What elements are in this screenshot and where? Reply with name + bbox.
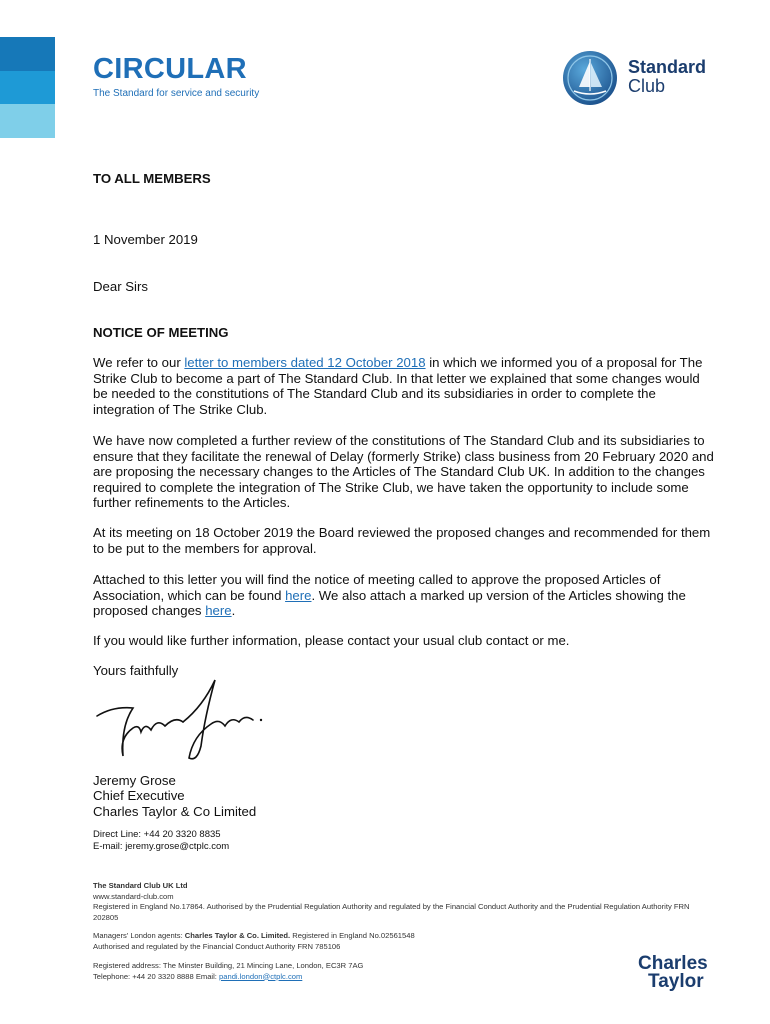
signatory-block [93,773,718,819]
tagline: The Standard for service and security [93,88,260,99]
marked-up-articles-link[interactable]: here [205,603,232,619]
logo-line-1: Standard [628,57,707,77]
addressee: TO ALL MEMBERS [93,171,211,186]
footer-managers-line [93,931,713,942]
paragraph-2: We have now completed a further review of the constitutions of The Standard Club and its subsidiaries to ensure that they facilitate the renewal of Delay (formerly Strike) class business from 20 February 2020 and are proposing the necessary changes to the Articles of The Standard Club UK. In addition to the changes required to complete the integration of The Strike Club, we have taken the opportunity to include some further refinements to the Articles. [93,433,714,511]
footer-company-name: The Standard Club UK Ltd [93,881,188,890]
signatory-title: Chief Executive [93,788,185,804]
signatory-name: Jeremy Grose [93,773,176,788]
footer-managers-auth: Authorised and regulated by the Financial Conduct Authority FRN 785106 [93,941,341,951]
salutation: Dear Sirs [93,279,148,294]
managers-prefix: Managers' London agents: [93,931,185,940]
closing: Yours faithfully [93,663,179,678]
signatory-company: Charles Taylor & Co Limited [93,803,257,819]
accent-bar-dark [0,37,55,71]
charles-taylor-logo [638,955,708,991]
paragraph-3: At its meeting on 18 October 2019 the Board reviewed the proposed changes and recommended for them to be put to the members for approval. [93,525,711,556]
footer-telephone: Telephone: +44 20 3320 8888 Email: [93,971,220,981]
paragraph-4-text-end: . [231,603,236,619]
handwritten-signature [93,676,283,776]
letter-date: 1 November 2019 [93,232,198,247]
managers-registration: Registered in England No.02561548 [290,931,415,940]
paragraph-4-text-start: Attached to this letter you will find the notice of meeting called to approve the proposed Articles of Association, which can be found [93,572,661,603]
accent-bar-light [0,104,55,138]
accent-bar-mid [0,71,55,104]
direct-line: Direct Line: +44 20 3320 8835 [93,829,221,840]
letter-to-members-link[interactable]: letter to members dated 12 October 2018 [184,355,426,370]
footer-website: www.standard-club.com [93,891,174,901]
articles-link[interactable]: here [285,587,312,603]
footer-registration: Registered in England No.17864. Authorised by the Prudential Regulation Authority and regulated by the Financial Conduct Authority and the Prudential Regulation Authority FRN 202805 [93,902,690,922]
footer-address-block [93,961,713,982]
paragraph-1 [93,355,718,417]
document-type-title: CIRCULAR [93,53,247,85]
standard-club-logo-icon [560,49,620,112]
contact-details [93,829,229,853]
logo-line-2: Club [628,76,666,96]
subject-heading: NOTICE OF MEETING [93,325,229,340]
ct-logo-line-2: Taylor [648,971,704,992]
paragraph-4 [93,572,718,619]
paragraph-5: If you would like further information, please contact your usual club contact or me. [93,633,570,648]
footer-email-link[interactable]: pandi.london@ctplc.com [219,971,303,981]
footer-address: Registered address: The Minster Building, 21 Mincing Lane, London, EC3R 7AG [93,961,364,970]
managers-name: Charles Taylor & Co. Limited. [184,931,291,940]
paragraph-1-text-start: We refer to our [93,355,185,370]
footer-telephone-line [93,972,713,983]
ct-logo-line-1: Charles [638,953,708,974]
footer-managers-block [93,931,713,952]
paragraph-4-text-middle: . We also attach a marked up version of the Articles showing the proposed changes [93,587,686,619]
contact-email: E-mail: jeremy.grose@ctplc.com [93,841,230,852]
footer-company-block [93,881,713,923]
paragraph-1-text-end: in which we informed you of a proposal for The Strike Club to become a part of The Standard Club. In that letter we explained that some changes would be needed to the constitutions of The Standard Club and its subsidiaries in order to complete the integration of The Strike Club. [93,355,703,417]
standard-club-logo-text [628,58,706,96]
